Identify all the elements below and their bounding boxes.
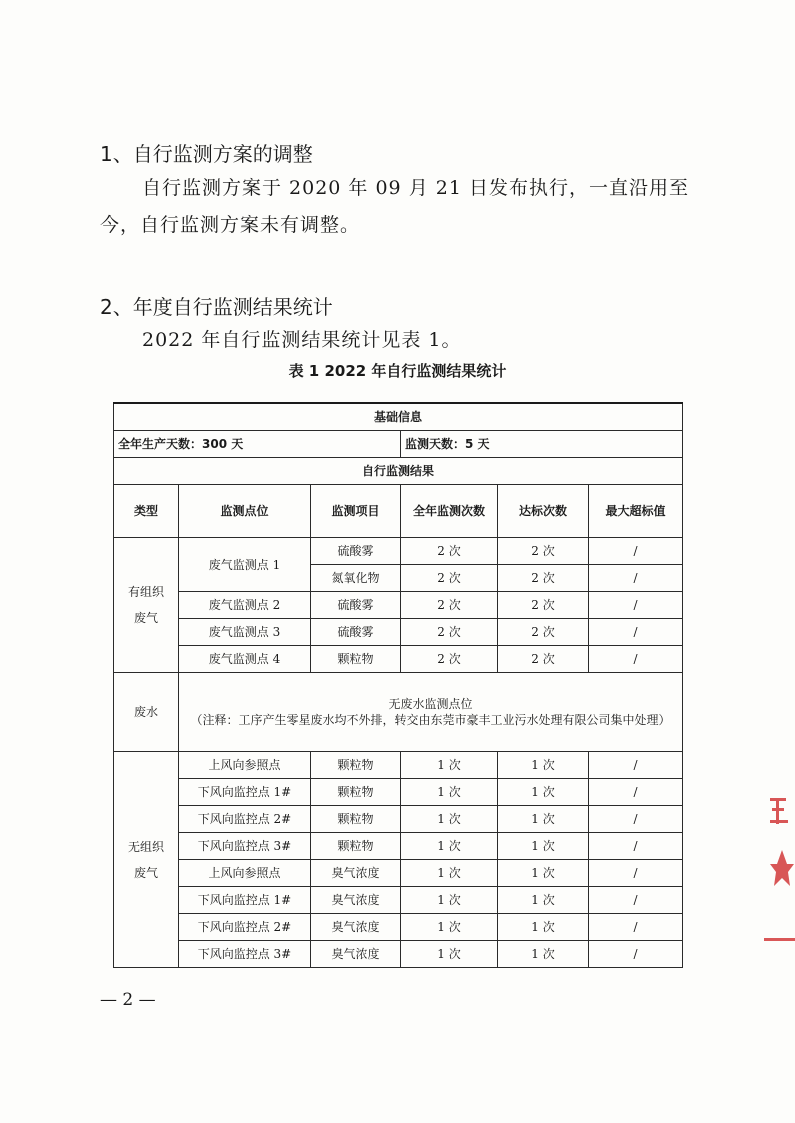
table-cell-pass: 2 次: [498, 646, 589, 673]
section2-heading: 2、年度自行监测结果统计: [100, 295, 333, 319]
table-cell-total: 1 次: [401, 941, 498, 968]
page-number: — 2 —: [100, 990, 156, 1010]
table-cell-item: 氮氧化物: [311, 565, 401, 592]
wastewater-note-line1: 无废水监测点位: [388, 697, 473, 711]
table-cell-item: 硫酸雾: [311, 619, 401, 646]
table-cell-pass: 1 次: [498, 860, 589, 887]
table-cell-total: 2 次: [401, 565, 498, 592]
table-cell-pass: 2 次: [498, 538, 589, 565]
table-cell-max: /: [589, 565, 683, 592]
table-caption: 表 1 2022 年自行监测结果统计: [288, 362, 507, 380]
monitoring-days: 监测天数：5 天: [401, 431, 683, 458]
table-cell-max: /: [589, 860, 683, 887]
table-cell-max: /: [589, 538, 683, 565]
table-cell-total: 2 次: [401, 619, 498, 646]
table-cell-max: /: [589, 941, 683, 968]
section1-para-line2: 今，自行监测方案未有调整。: [100, 214, 361, 236]
type-unorganized-gas: 无组织废气: [114, 752, 179, 968]
table-cell-max: /: [589, 806, 683, 833]
type-organized-gas: 有组织废气: [114, 538, 179, 673]
header-type: 类型: [114, 485, 179, 538]
table-cell-item: 颗粒物: [311, 752, 401, 779]
wastewater-note-line2: （注释：工序产生零星废水均不外排，转交由东莞市豪丰工业污水处理有限公司集中处理）: [190, 713, 671, 727]
table-cell-pass: 2 次: [498, 619, 589, 646]
header-item: 监测项目: [311, 485, 401, 538]
table-cell-max: /: [589, 779, 683, 806]
table-cell-point: 废气监测点 3: [179, 619, 311, 646]
section1-para-line1: 自行监测方案于 2020 年 09 月 21 日发布执行，一直沿用至: [142, 177, 689, 199]
table-cell-item: 臭气浓度: [311, 887, 401, 914]
table-cell-total: 1 次: [401, 806, 498, 833]
table-cell-point: 废气监测点 1: [179, 538, 311, 592]
table-cell-point: 下风向监控点 1#: [179, 887, 311, 914]
table-cell-item: 臭气浓度: [311, 860, 401, 887]
type-wastewater: 废水: [114, 673, 179, 752]
wastewater-note: [179, 673, 683, 752]
results-title: 自行监测结果: [114, 458, 683, 485]
header-pass: 达标次数: [498, 485, 589, 538]
production-days: 全年生产天数：300 天: [114, 431, 401, 458]
table-cell-item: 臭气浓度: [311, 914, 401, 941]
table-cell-max: /: [589, 833, 683, 860]
table-cell-pass: 1 次: [498, 779, 589, 806]
table-cell-max: /: [589, 752, 683, 779]
section2-para: 2022 年自行监测结果统计见表 1。: [142, 329, 462, 351]
table-cell-pass: 1 次: [498, 833, 589, 860]
table-cell-total: 1 次: [401, 860, 498, 887]
table-cell-pass: 1 次: [498, 806, 589, 833]
table-cell-item: 硫酸雾: [311, 538, 401, 565]
table-cell-point: 下风向监控点 3#: [179, 833, 311, 860]
table-cell-total: 2 次: [401, 538, 498, 565]
table-cell-max: /: [589, 914, 683, 941]
basic-info-title: 基础信息: [114, 403, 683, 431]
table-cell-pass: 1 次: [498, 914, 589, 941]
table-cell-pass: 2 次: [498, 565, 589, 592]
table-cell-item: 颗粒物: [311, 806, 401, 833]
table-cell-item: 硫酸雾: [311, 592, 401, 619]
header-point: 监测点位: [179, 485, 311, 538]
table-cell-point: 上风向参照点: [179, 860, 311, 887]
table-cell-item: 颗粒物: [311, 646, 401, 673]
header-max: 最大超标值: [589, 485, 683, 538]
table-cell-total: 2 次: [401, 646, 498, 673]
table-cell-item: 颗粒物: [311, 779, 401, 806]
monitoring-results-table: [113, 402, 683, 968]
table-cell-total: 2 次: [401, 592, 498, 619]
table-cell-total: 1 次: [401, 833, 498, 860]
table-cell-max: /: [589, 646, 683, 673]
table-cell-total: 1 次: [401, 914, 498, 941]
table-cell-pass: 2 次: [498, 592, 589, 619]
table-cell-item: 臭气浓度: [311, 941, 401, 968]
table-cell-max: /: [589, 619, 683, 646]
table-cell-total: 1 次: [401, 887, 498, 914]
table-cell-point: 下风向监控点 3#: [179, 941, 311, 968]
table-cell-point: 下风向监控点 1#: [179, 779, 311, 806]
table-cell-pass: 1 次: [498, 941, 589, 968]
table-cell-pass: 1 次: [498, 752, 589, 779]
table-cell-max: /: [589, 592, 683, 619]
table-cell-max: /: [589, 887, 683, 914]
table-cell-total: 1 次: [401, 779, 498, 806]
section1-heading: 1、自行监测方案的调整: [100, 142, 313, 166]
table-cell-total: 1 次: [401, 752, 498, 779]
header-total: 全年监测次数: [401, 485, 498, 538]
seal-fragment: [760, 790, 795, 950]
table-cell-point: 上风向参照点: [179, 752, 311, 779]
table-cell-item: 颗粒物: [311, 833, 401, 860]
table-cell-point: 废气监测点 2: [179, 592, 311, 619]
table-cell-pass: 1 次: [498, 887, 589, 914]
table-cell-point: 下风向监控点 2#: [179, 806, 311, 833]
table-cell-point: 下风向监控点 2#: [179, 914, 311, 941]
table-cell-point: 废气监测点 4: [179, 646, 311, 673]
